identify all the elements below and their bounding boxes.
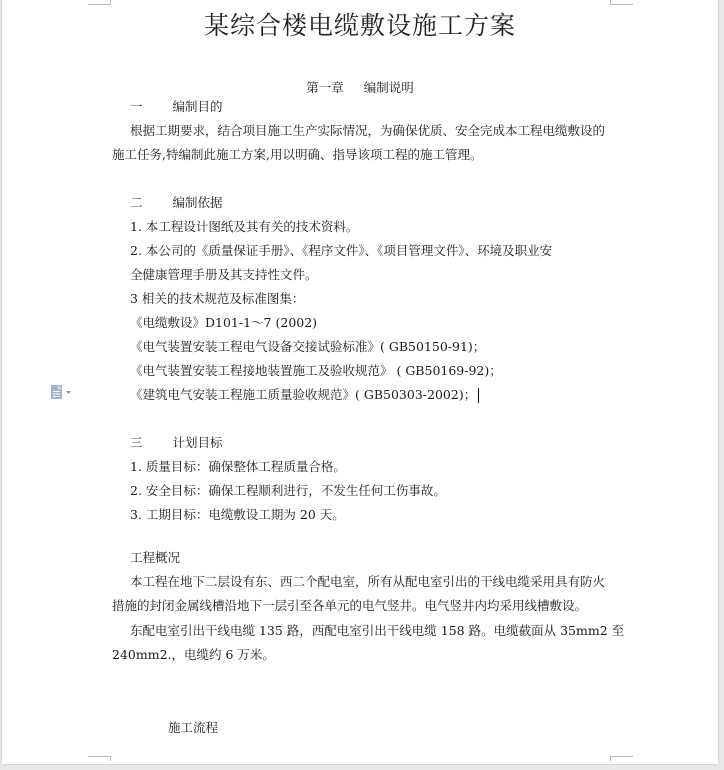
paragraph-line: 本工程在地下二层设有东、西二个配电室，所有从配电室引出的干线电缆采用具有防火 [130, 574, 606, 589]
list-item: 2. 本公司的《质量保证手册》、《程序文件》、《项目管理文件》、环境及职业安 [130, 243, 553, 258]
crop-mark-top-left [88, 0, 111, 5]
paragraph-line: 施工任务,特编制此施工方案,用以明确、指导该项工程的施工管理。 [112, 147, 483, 162]
chapter-title: 编制说明 [363, 80, 414, 95]
text-cursor [478, 388, 479, 403]
list-item: 2. 安全目标：确保工程顺利进行，不发生任何工伤事故。 [130, 483, 446, 498]
section-2-heading [130, 195, 223, 211]
document-page [2, 0, 718, 764]
section-1-number: 一 [130, 99, 143, 114]
standard-reference: 《电缆敷设》D101-1～7 (2002) [130, 315, 318, 330]
paragraph-line: 根据工期要求，结合项目施工生产实际情况，为确保优质、安全完成本工程电缆敷设的 [130, 123, 606, 138]
standard-reference: 《电气装置安装工程接地装置施工及验收规范》 ( GB50169-92)； [130, 363, 502, 378]
paragraph-line: 东配电室引出干线电缆 135 路，西配电室引出干线电缆 158 路。电缆截面从 35mm2 至 [130, 623, 625, 638]
standard-reference: 《电气装置安装工程电气设备交接试验标准》( GB50150-91)； [130, 339, 486, 354]
document-layout-icon[interactable] [50, 384, 74, 398]
chapter-heading [2, 80, 718, 96]
standard-reference: 《建筑电气安装工程施工质量验收规范》( GB50303-2002)； [130, 387, 477, 402]
section-2-number: 二 [130, 195, 143, 210]
crop-mark-bottom-right [610, 756, 633, 761]
section-3-number: 三 [130, 435, 143, 450]
overview-heading: 工程概况 [130, 550, 181, 565]
list-item: 3. 工期目标：电缆敷设工期为 20 天。 [130, 507, 345, 522]
crop-mark-bottom-left [88, 756, 111, 761]
crop-mark-top-right [610, 0, 633, 5]
paragraph-line: 240mm2.，电缆约 6 万米。 [112, 647, 275, 662]
list-item-continuation: 全健康管理手册及其支持性文件。 [130, 267, 318, 282]
section-1-title: 编制目的 [172, 99, 223, 114]
section-2-title: 编制依据 [172, 195, 223, 210]
section-3-heading [130, 435, 223, 451]
list-item: 3 相关的技术规范及标准图集： [130, 291, 305, 306]
chapter-number: 第一章 [306, 80, 344, 95]
document-title: 某综合楼电缆敷设施工方案 [203, 11, 516, 40]
process-heading: 施工流程 [168, 720, 219, 735]
section-3-title: 计划目标 [172, 435, 223, 450]
section-1-heading [130, 99, 223, 115]
list-item: 1. 质量目标：确保整体工程质量合格。 [130, 459, 346, 474]
standard-reference-row [130, 387, 479, 403]
list-item: 1. 本工程设计图纸及其有关的技术资料。 [130, 219, 359, 234]
paragraph-line: 措施的封闭金属线槽沿地下一层引至各单元的电气竖井。电气竖井内均采用线槽敷设。 [112, 598, 588, 613]
